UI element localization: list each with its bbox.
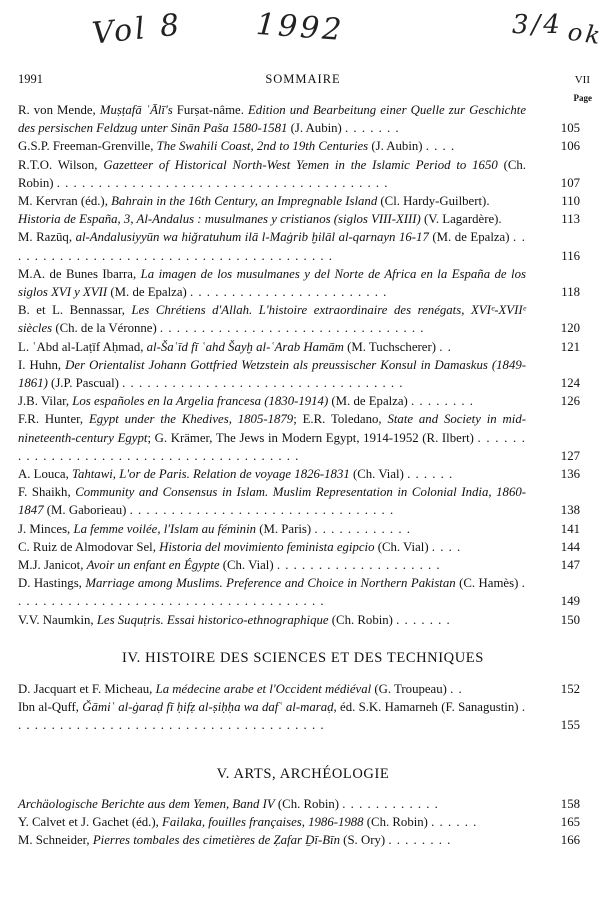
entry-page-number: 105 [560, 121, 580, 136]
entry-pre: M.J. Janicot, [18, 558, 87, 573]
section-heading-arts: V. ARTS, ARCHÉOLOGIE [216, 766, 390, 782]
entry-mid: (J.P. Pascual) [47, 376, 123, 391]
entry-pre: I. Huhn, [18, 357, 66, 372]
entry-mid: (Ch. Robin) [363, 815, 432, 830]
review-entry [18, 538, 586, 556]
entry-it: Ǧāmiʿ al-ġaraḍ fī ḥifẓ al-ṣiḥḥa wa dafʿ al-maraḍ [82, 700, 334, 715]
entry-it: Les Suquṭris. Essai historico-ethnographique [96, 612, 329, 627]
entry-page-number: 136 [560, 467, 580, 482]
entry-page-number: 166 [560, 833, 580, 848]
running-header-year: 1991 [18, 72, 43, 86]
entry-pre: F.R. Hunter, [18, 412, 89, 427]
entry-it: Der Orientalist Johann Gottfried Wetzstein als preussischer Konsul in Damaskus (1849-1861) [18, 357, 526, 391]
page-title: SOMMAIRE [265, 72, 341, 86]
entry-mid: (V. Lagardère). [420, 212, 502, 227]
entry-it: La médecine arabe et l'Occident médiéval [155, 682, 372, 696]
entry-pre: Ibn al-Quff, [18, 700, 83, 715]
entry-pre: M. Razūq, [18, 230, 76, 245]
entry-pre: M. Kervran (éd.), [18, 194, 112, 209]
entry-page-number: 165 [560, 815, 580, 830]
entry-page-number: 124 [560, 376, 580, 391]
entry-dots: . . . . . . . . . . . . . . . . . . . . . . . . [190, 285, 388, 300]
entry-pre: V.V. Naumkin, [18, 612, 97, 627]
entry-pre: C. Ruiz de Almodovar Sel, [18, 539, 160, 554]
entry-pre: J. Minces, [18, 521, 74, 536]
entry-it: Gazetteer of Historical North-West Yemen in the Islamic Period to 1650 [103, 157, 498, 172]
entry-it: Los españoles en la Argelia francesa (1830-1914) [72, 394, 329, 409]
entry-it: Les Chrétiens d'Allah. L'histoire extraordinaire des renégats, XVIᵉ-XVIIᵉ siècles [18, 303, 526, 336]
entry-page-number: 150 [560, 612, 580, 627]
review-entry [18, 338, 586, 356]
entry-page-number: 138 [560, 503, 580, 518]
entry-post: ; G. Krämer, The Jews in Modern Egypt, 1914-1952 (R. Ilbert) [147, 430, 478, 445]
entry-mid: (G. Troupeau) [371, 682, 451, 696]
entry-dots: . . . . . . . [396, 612, 451, 627]
entry-page-number: 141 [560, 521, 580, 536]
review-entry [18, 795, 586, 813]
entry-mid: (M. Tuchscherer) [343, 339, 440, 354]
review-entry [18, 301, 586, 337]
review-entry [18, 101, 586, 137]
entry-page-number: 127 [560, 448, 580, 463]
entry-pre: M.A. de Bunes Ibarra, [18, 266, 141, 281]
handwritten-fraction-note: 3/4 [512, 10, 563, 40]
review-entry [18, 574, 586, 610]
entry-page-number: 113 [561, 212, 580, 227]
entry-pre: R.T.O. Wilson, [18, 157, 104, 172]
entry-mid: (S. Ory) [339, 833, 389, 848]
entry-pre: Y. Calvet et J. Gachet (éd.), [18, 815, 163, 830]
entry-dots: . . . . . . . . . . . . . . . . . . . . . . . . . . . . . . . . . . . . . . [18, 576, 526, 609]
entry-it: al-Andalusiyyūn wa hiǧratuhum ilā l-Maġrib ḫilāl al-qarnayn 16-17 [75, 230, 429, 245]
entry-dots: . . . . . . . . . . . . . . . . . . . . . . . . . . . . . . . . . . [122, 376, 404, 391]
entry-it2: Edition und Bearbeitung einer Quelle zur Geschichte des persischen Feldzug unter Sinān Paša 1580-1581 [18, 103, 526, 136]
entry-page-number: 147 [560, 558, 580, 573]
entry-pre: M. Schneider, [18, 833, 93, 848]
review-entry [18, 680, 586, 698]
entry-it: Historia del movimiento feminista egipcio [159, 539, 375, 554]
entry-it: Bahrain in the 16th Century, an Impregnable Island [111, 194, 378, 209]
entry-pre: F. Shaikh, [18, 485, 76, 500]
entry-dots: . . [439, 339, 452, 354]
entry-it: Community and Consensus in Islam. Muslim Representation in Colonial India, 1860-1847 [18, 485, 526, 518]
entry-page-number: 116 [561, 248, 580, 263]
entry-mid: , éd. S.K. Hamarneh (F. Sanagustin) [333, 700, 522, 715]
entry-page-number: 144 [560, 539, 580, 554]
entry-mid: (Ch. de la Véronne) [52, 321, 160, 336]
entry-page-number: 126 [560, 394, 580, 409]
entry-it: Marriage among Muslims. Preference and Choice in Northern Pakistan [85, 576, 456, 591]
entry-page-number: 107 [560, 175, 580, 190]
entry-pre: D. Jacquart et F. Micheau, [18, 682, 156, 696]
review-entry [18, 192, 586, 210]
entry-page-number: 158 [560, 797, 580, 811]
entry-dots: . . . . . . . . [411, 394, 475, 409]
entry-mid: (Cl. Hardy-Guilbert). [377, 194, 490, 209]
entry-mid: (M. Paris) [256, 521, 315, 536]
review-entry [18, 410, 586, 465]
entry-mid: (M. de Epalza) [107, 285, 190, 300]
review-entry [18, 210, 586, 228]
review-entry [18, 831, 586, 849]
entry-mid: (M. Gaborieau) [43, 503, 130, 518]
entry-mid: (Ch. Vial) [219, 558, 277, 573]
entry-dots: . . . . [425, 139, 456, 154]
entry-dots: . . . . . . . . . . . . . . . . . . . . . . . . . . . . . . . . . . . . . . [18, 700, 527, 733]
entry-it2: State and Society in mid-nineteenth-century Egypt [18, 412, 526, 445]
entry-page-number: 121 [560, 339, 580, 354]
entry-pre: A. Louca, [18, 467, 73, 482]
review-entry [18, 556, 586, 574]
entry-dots: . . . . . . . . . . . . [342, 797, 439, 811]
entry-it: La imagen de los musulmanes y del Norte de Africa en la España de los siglos XVI y XVII [18, 266, 526, 300]
entry-it: Muṣṭafā ʿĀlī's [99, 103, 173, 117]
entry-page-number: 106 [560, 139, 580, 154]
review-entry [18, 520, 586, 538]
entry-it: Archäologische Berichte aus dem Yemen, Band IV [18, 797, 275, 811]
review-list-general [18, 101, 586, 629]
review-list-arts [18, 795, 586, 850]
entry-dots: . . . . . . [431, 815, 478, 830]
review-entry [18, 698, 586, 734]
review-entry [18, 356, 586, 392]
review-entry [18, 813, 586, 831]
entry-it: Egypt under the Khedives, 1805-1879 [88, 412, 294, 427]
entry-page-number: 149 [560, 594, 580, 609]
review-entry [18, 483, 586, 519]
entry-mid: (M. de Epalza) [428, 230, 514, 245]
entry-dots: . . . . . . . . . . . . . . . . . . . . . . . . . . . . . . . . . . . . . . . . [56, 175, 389, 190]
page-column-label: Page [573, 93, 592, 103]
entry-it: al-Šaʿīd fī ʿahd Šayḫ al-ʿArab Hamām [146, 339, 344, 354]
entry-dots: . . . . . . . . . . . . . . . . . . . . . . . . . . . . . . . . [129, 503, 395, 518]
entry-page-number: 155 [560, 718, 580, 733]
entry-it: La femme voilée, l'Islam au féminin [73, 521, 257, 536]
entry-mid: (M. de Epalza) [328, 394, 412, 409]
entry-pre: R. von Mende, [18, 103, 100, 117]
entry-dots: . . . . . . . . . . . . . . . . . . . . . . . . . . . . . . . . [159, 321, 425, 336]
handwritten-ok-mark: ok [566, 17, 605, 51]
entry-page-number: 118 [561, 285, 580, 300]
entry-it: Avoir un enfant en Égypte [86, 558, 220, 573]
entry-dots: . . . . . . . . . . . . . . . . . . . . . . . . . . . . . . . . . . . . . . . . [18, 230, 526, 263]
entry-page-number: 110 [561, 194, 580, 209]
review-entry [18, 137, 586, 155]
entry-pre: L. ʿAbd al-Laṭīf Aḥmad, [18, 339, 147, 354]
entry-mid: (C. Hamès) [455, 576, 522, 591]
entry-dots: . . . . . . . . . . . . . . . . . . . . . . . . . . . . . . . . . . . . . . . . [18, 430, 526, 463]
review-entry [18, 156, 586, 192]
entry-mid: (Ch. Robin) [274, 797, 343, 811]
entry-pre: G.S.P. Freeman-Grenville, [18, 139, 157, 154]
entry-page-number: 152 [560, 682, 580, 696]
review-list-sciences [18, 680, 586, 735]
entry-pre: J.B. Vilar, [18, 394, 73, 409]
entry-mid: (Ch. Robin) [328, 612, 397, 627]
entry-post: (J. Aubin) [287, 121, 346, 136]
section-heading-sciences: IV. HISTOIRE DES SCIENCES ET DES TECHNIQUES [122, 650, 484, 666]
entry-mid: Furṣat-nâme. [172, 103, 248, 117]
entry-it: Historia de España, 3, Al-Andalus : musulmanes y cristianos (siglos VIII-XIII) [18, 212, 421, 227]
entry-it: Tahtawi, L'or de Paris. Relation de voyage 1826-1831 [72, 467, 350, 482]
handwritten-volume-note: Vol 8 [90, 7, 184, 52]
review-entry [18, 392, 586, 410]
review-entry [18, 265, 586, 301]
entry-pre: B. et L. Bennassar, [18, 303, 132, 318]
entry-mid: ; E.R. Toledano, [293, 412, 388, 427]
entry-it: The Swahili Coast, 2nd to 19th Centuries [156, 139, 369, 154]
page-number-roman: VII [574, 74, 590, 86]
entry-dots: . . . . . . . . . . . . [314, 521, 411, 536]
entry-mid: (Ch. Robin) [18, 157, 526, 190]
entry-mid: (Ch. Vial) [349, 467, 408, 482]
entry-it: Pierres tombales des cimetières de Ẓafar Ḏī-Bīn [92, 833, 340, 848]
review-entry [18, 465, 586, 483]
entry-dots: . . [450, 682, 463, 696]
review-entry [18, 611, 586, 629]
entry-dots: . . . . . . [407, 467, 454, 482]
review-entry [18, 228, 586, 264]
entry-dots: . . . . [431, 539, 462, 554]
entry-dots: . . . . . . . [345, 121, 400, 136]
entry-it: Failaka, fouilles françaises, 1986-1988 [162, 815, 364, 830]
entry-dots: . . . . . . . . . . . . . . . . . . . . [276, 558, 441, 573]
entry-mid: (J. Aubin) [368, 139, 426, 154]
entry-page-number: 120 [560, 321, 580, 336]
entry-dots: . . . . . . . . [388, 833, 452, 848]
handwritten-year-note: 1992 [254, 6, 346, 49]
entry-mid: (Ch. Vial) [374, 539, 432, 554]
entry-pre: D. Hastings, [18, 576, 86, 591]
